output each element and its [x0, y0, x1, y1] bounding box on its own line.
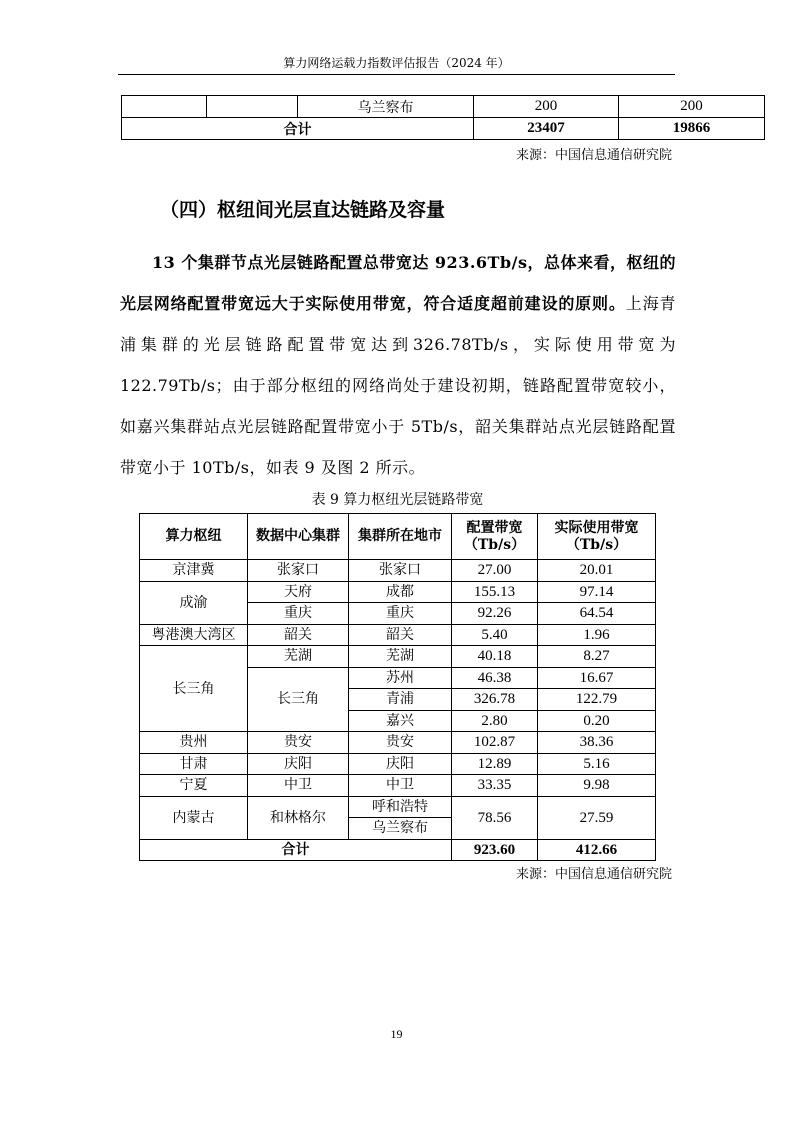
table-cell	[122, 96, 207, 118]
city-cell: 庆阳	[349, 753, 452, 775]
page-number: 19	[390, 1027, 403, 1041]
total-label: 合计	[122, 118, 474, 140]
table-row	[140, 732, 656, 754]
actual-cell: 16.67	[538, 667, 656, 689]
configured-cell: 92.26	[452, 603, 538, 625]
cluster-cell: 重庆	[248, 603, 349, 625]
city-cell: 成都	[349, 581, 452, 603]
continued-table	[121, 95, 765, 140]
paragraph-rest: 上海青浦集群的光层链路配置带宽达到326.78Tb/s，实际使用带宽为 122.79Tb/s；由于部分枢纽的网络尚处于建设初期，链路配置带宽较小，如嘉兴集群站点光层链路配置带宽小于 5Tb/s，韶关集群站点光层链路配置带宽小于 10Tb/s，如表 9 及图 2 所示。	[120, 294, 676, 477]
source-note: 来源：中国信息通信研究院	[515, 148, 672, 163]
header-city: 集群所在地市	[349, 514, 452, 560]
configured-cell: 27.00	[452, 560, 538, 582]
cluster-cell: 芜湖	[248, 646, 349, 668]
body-paragraph	[120, 242, 676, 488]
total-actual: 19866	[619, 118, 765, 140]
configured-cell: 5.40	[452, 624, 538, 646]
hub-cell: 成渝	[140, 581, 248, 624]
total-actual: 412.66	[538, 839, 656, 861]
header-rule	[118, 74, 675, 75]
configured-cell: 46.38	[452, 667, 538, 689]
actual-cell: 27.59	[538, 796, 656, 839]
running-header: 算力网络运载力指数评估报告（2024 年）	[283, 56, 510, 70]
actual-cell: 9.98	[538, 775, 656, 797]
cluster-cell: 中卫	[248, 775, 349, 797]
total-configured: 23407	[474, 118, 619, 140]
cluster-cell: 天府	[248, 581, 349, 603]
table-total-row	[122, 118, 765, 140]
table-row	[122, 96, 765, 118]
city-cell: 苏州	[349, 667, 452, 689]
table-header-row	[140, 514, 656, 560]
hub-cell: 京津冀	[140, 560, 248, 582]
table-cell: 200	[619, 96, 765, 118]
configured-cell: 326.78	[452, 689, 538, 711]
city-cell: 贵安	[349, 732, 452, 754]
cluster-cell: 庆阳	[248, 753, 349, 775]
configured-cell: 102.87	[452, 732, 538, 754]
cluster-cell: 长三角	[248, 667, 349, 732]
cluster-cell: 韶关	[248, 624, 349, 646]
configured-cell: 40.18	[452, 646, 538, 668]
actual-cell: 8.27	[538, 646, 656, 668]
cluster-cell: 和林格尔	[248, 796, 349, 839]
actual-cell: 1.96	[538, 624, 656, 646]
configured-cell: 155.13	[452, 581, 538, 603]
city-cell: 呼和浩特	[349, 796, 452, 818]
total-label: 合计	[140, 839, 452, 861]
configured-cell: 2.80	[452, 710, 538, 732]
table-caption: 表 9 算力枢纽光层链路带宽	[311, 492, 484, 508]
total-configured: 923.60	[452, 839, 538, 861]
city-cell: 芜湖	[349, 646, 452, 668]
table-cell: 200	[474, 96, 619, 118]
hub-cell: 粤港澳大湾区	[140, 624, 248, 646]
header-hub: 算力枢纽	[140, 514, 248, 560]
hub-cell: 甘肃	[140, 753, 248, 775]
table-row	[140, 753, 656, 775]
table-row	[140, 560, 656, 582]
table-total-row	[140, 839, 656, 861]
bandwidth-table	[139, 513, 656, 861]
city-cell: 青浦	[349, 689, 452, 711]
cluster-cell: 张家口	[248, 560, 349, 582]
cluster-cell: 贵安	[248, 732, 349, 754]
source-note: 来源：中国信息通信研究院	[515, 867, 672, 882]
table-row	[140, 646, 656, 668]
actual-cell: 97.14	[538, 581, 656, 603]
actual-cell: 64.54	[538, 603, 656, 625]
configured-cell: 12.89	[452, 753, 538, 775]
configured-cell: 78.56	[452, 796, 538, 839]
table-row	[140, 624, 656, 646]
paragraph-lead: 13 个集群节点光层链路配置总带宽达 923.6Tb/s，总体来看，枢纽的光层网络配置带宽远大于实际使用带宽，符合适度超前建设的原则。	[120, 253, 676, 313]
table-row	[140, 775, 656, 797]
configured-cell: 33.35	[452, 775, 538, 797]
header-actual: 实际使用带宽（Tb/s）	[538, 514, 656, 560]
header-cluster: 数据中心集群	[248, 514, 349, 560]
city-cell: 韶关	[349, 624, 452, 646]
header-configured: 配置带宽（Tb/s）	[452, 514, 538, 560]
hub-cell: 宁夏	[140, 775, 248, 797]
table-cell: 乌兰察布	[298, 96, 474, 118]
table-cell	[207, 96, 298, 118]
actual-cell: 38.36	[538, 732, 656, 754]
actual-cell: 0.20	[538, 710, 656, 732]
actual-cell: 5.16	[538, 753, 656, 775]
hub-cell: 贵州	[140, 732, 248, 754]
actual-cell: 20.01	[538, 560, 656, 582]
hub-cell: 长三角	[140, 646, 248, 732]
city-cell: 乌兰察布	[349, 818, 452, 840]
city-cell: 中卫	[349, 775, 452, 797]
city-cell: 嘉兴	[349, 710, 452, 732]
city-cell: 张家口	[349, 560, 452, 582]
table-row	[140, 796, 656, 818]
hub-cell: 内蒙古	[140, 796, 248, 839]
actual-cell: 122.79	[538, 689, 656, 711]
section-title: （四）枢纽间光层直达链路及容量	[160, 199, 446, 221]
city-cell: 重庆	[349, 603, 452, 625]
table-row	[140, 581, 656, 603]
